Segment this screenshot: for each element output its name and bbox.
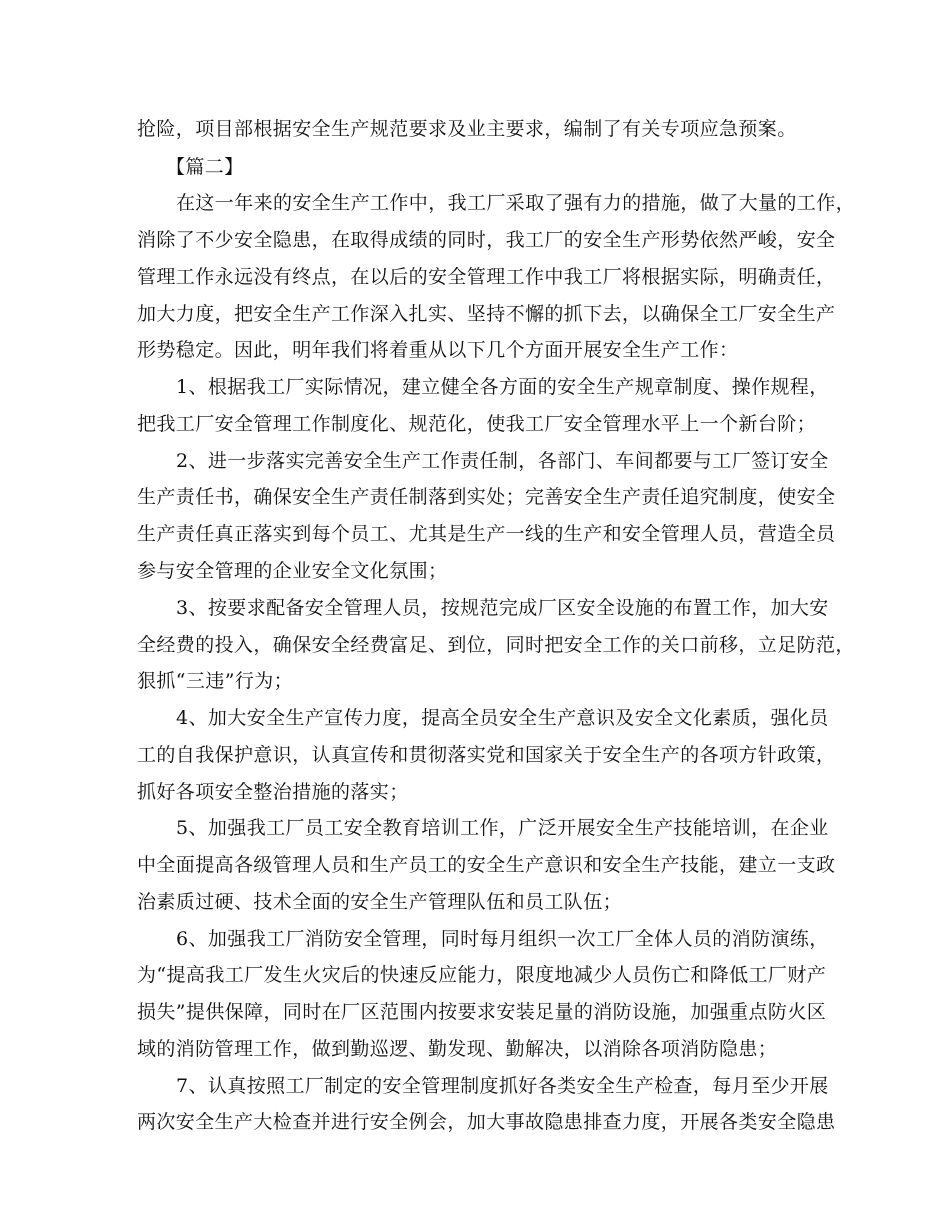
text-line: 治素质过硬、技术全面的安全生产管理队伍和员工队伍；	[137, 891, 623, 913]
text-line: 参与安全管理的企业安全文化氛围；	[137, 560, 448, 582]
text-line: 形势稳定。因此，明年我们将着重从以下几个方面开展安全生产工作：	[137, 339, 739, 361]
text-line: 狠抓“三违”行为；	[137, 670, 294, 692]
text-line: 加大力度，把安全生产工作深入扎实、坚持不懈的抓下去，以确保全工厂安全生产	[137, 303, 836, 325]
text-line: 1、根据我工厂实际情况，建立健全各方面的安全生产规章制度、操作规程，	[176, 376, 829, 398]
text-line: 5、加强我工厂员工安全教育培训工作，广泛开展安全生产技能培训，在企业	[176, 817, 829, 839]
text-line: 工的自我保护意识，认真宣传和贯彻落实党和国家关于安全生产的各项方针政策，	[137, 744, 836, 766]
text-line: 6、加强我工厂消防安全管理，同时每月组织一次工厂全体人员的消防演练，	[176, 928, 829, 950]
text-line: 7、认真按照工厂制定的安全管理制度抓好各类安全生产检查，每月至少开展	[176, 1075, 829, 1097]
text-line: 2、进一步落实完善安全生产工作责任制，各部门、车间都要与工厂签订安全	[176, 450, 829, 472]
text-line: 抢险，项目部根据安全生产规范要求及业主要求，编制了有关专项应急预案。	[137, 118, 797, 140]
text-line: 全经费的投入，确保安全经费富足、到位，同时把安全工作的关口前移，立足防范，	[137, 634, 855, 656]
text-line: 损失”提供保障，同时在厂区范围内按要求安装足量的消防设施，加强重点防火区	[137, 1001, 827, 1023]
text-line: 抓好各项安全整治措施的落实；	[137, 781, 409, 803]
text-line: 两次安全生产大检查并进行安全例会，加大事故隐患排查力度，开展各类安全隐患	[137, 1111, 836, 1133]
text-line: 生产责任书，确保安全生产责任制落到实处；完善安全生产责任追究制度，使安全	[137, 486, 836, 508]
text-line: 3、按要求配备安全管理人员，按规范完成厂区安全设施的布置工作，加大安	[176, 597, 829, 619]
text-line: 为“提高我工厂发生火灾后的快速反应能力，限度地减少人员伤亡和降低工厂财产	[137, 964, 827, 986]
text-line: 在这一年来的安全生产工作中，我工厂采取了强有力的措施，做了大量的工作，	[176, 192, 856, 214]
text-line: 管理工作永远没有终点，在以后的安全管理工作中我工厂将根据实际，明确责任，	[137, 266, 836, 288]
text-line: 4、加大安全生产宣传力度，提高全员安全生产意识及安全文化素质，强化员	[176, 707, 829, 729]
text-line: 域的消防管理工作，做到勤巡逻、勤发现、勤解决，以消除各项消防隐患；	[137, 1038, 778, 1060]
text-line: 生产责任真正落实到每个员工、尤其是生产一线的生产和安全管理人员，营造全员	[137, 523, 836, 545]
text-line: 中全面提高各级管理人员和生产员工的安全生产意识和安全生产技能，建立一支政	[137, 854, 836, 876]
section-heading: 【篇二】	[166, 156, 244, 178]
text-line: 消除了不少安全隐患，在取得成绩的同时，我工厂的安全生产形势依然严峻，安全	[137, 229, 836, 251]
text-line: 把我工厂安全管理工作制度化、规范化，使我工厂安全管理水平上一个新台阶；	[137, 413, 817, 435]
